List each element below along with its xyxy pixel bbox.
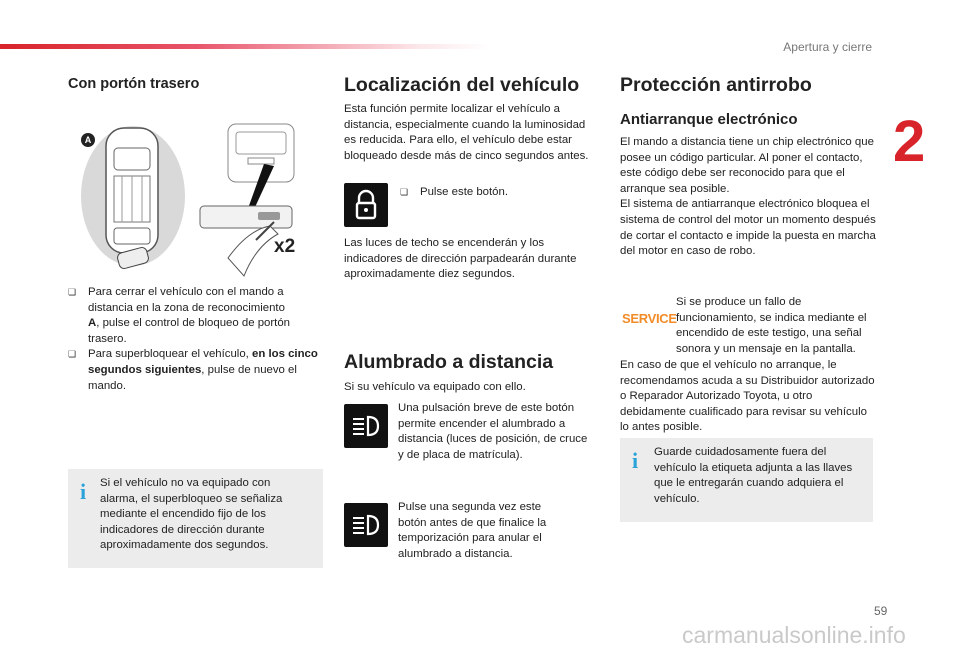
bullet-icon: ❏ <box>68 287 77 297</box>
bullet-icon: ❏ <box>68 349 77 360</box>
bullet-icon: ❏ <box>400 187 409 197</box>
lighting-button-image <box>344 503 388 547</box>
padlock-icon <box>344 183 388 227</box>
info-icon: i <box>80 479 87 504</box>
headlight-icon <box>344 404 388 448</box>
immobiliser-text: El mando a distancia tiene un chip electrónico que posee un código particular. Al poner el contacto, este código debe ser reconocido para que el arranque sea posible. El sistema de antiarranque electrónico bloquea el sistema de control del motor un momento después de cortar el contacto e impide la puesta en marcha del motor en caso de robo. <box>620 136 876 258</box>
remote-lighting-off: Pulse una segunda vez este botón antes de que finalice la temporización para anular el alumbrado a distancia. <box>398 501 547 560</box>
locate-result: Las luces de techo se encenderán y los indicadores de dirección parpadearán durante aproximadamente diez segundos. <box>344 237 577 281</box>
lock-button-image <box>344 183 388 227</box>
section-label: Apertura y cierre <box>783 40 872 54</box>
tailgate-instructions <box>68 285 318 394</box>
section-title-antitheft: Protección antirrobo <box>620 74 812 96</box>
service-warning-icon: SERVICE <box>622 311 677 326</box>
remote-lighting-on: Una pulsación breve de este botón permite encender el alumbrado a distancia (luces de posición, de cruce y de placa de matrícula). <box>398 402 588 461</box>
press-twice-label: x2 <box>274 236 296 257</box>
info-icon: i <box>632 448 639 473</box>
locate-intro: Esta función permite localizar el vehículo a distancia, especialmente cuando la luminosidad es reducida. Para ello, el vehículo debe estar bloqueado desde más de cinco segundos antes. <box>344 103 589 162</box>
header-accent-bar <box>0 44 490 49</box>
section-title-locate: Localización del vehículo <box>344 74 580 96</box>
info-box-superlock: i Si el vehículo no va equipado con alarma, el superbloqueo se señaliza mediante el encendido fijo de los indicadores de dirección durante aproximadamente dos segundos. <box>68 469 323 568</box>
remote-lighting-intro: Si su vehículo va equipado con ello. <box>344 381 526 393</box>
list-item: ❏ Para cerrar el vehículo con el mando a distancia en la zona de reconocimiento A, pulse el control de bloqueo de portón trasero. <box>68 286 291 345</box>
locate-step: ❏ Pulse este botón. <box>400 185 590 201</box>
zone-label-a: A <box>81 133 95 147</box>
info-box-key-label: i Guarde cuidadosamente fuera del vehículo la etiqueta adjunta a las llaves que le entregarán cuando adquiera el vehículo. <box>620 438 873 522</box>
page-number: 59 <box>874 604 888 618</box>
service-warning-text: Si se produce un fallo de funcionamiento, se indica mediante el encendido de este testigo, una señal sonora y un mensaje en la pantalla. <box>676 296 867 355</box>
headlight-icon <box>344 503 388 547</box>
subsection-title-immobiliser: Antiarranque electrónico <box>620 111 798 128</box>
lighting-button-image <box>344 404 388 448</box>
tailgate-illustration <box>78 118 308 278</box>
section-title-remote-lighting: Alumbrado a distancia <box>344 351 554 373</box>
site-watermark: carmanualsonline.info <box>682 622 906 648</box>
list-item: ❏ Para superbloquear el vehículo, en los cinco segundos siguientes, pulse de nuevo el mando. <box>68 348 318 392</box>
section-title-tailgate: Con portón trasero <box>68 76 200 92</box>
no-start-advice: En caso de que el vehículo no arranque, le recomendamos acuda a su Distribuidor autorizado o Reparador Autorizado Toyota, u otro debidamente cualificado para revisar su vehículo lo antes posible. <box>620 359 875 434</box>
chapter-number: 2 <box>893 109 926 174</box>
